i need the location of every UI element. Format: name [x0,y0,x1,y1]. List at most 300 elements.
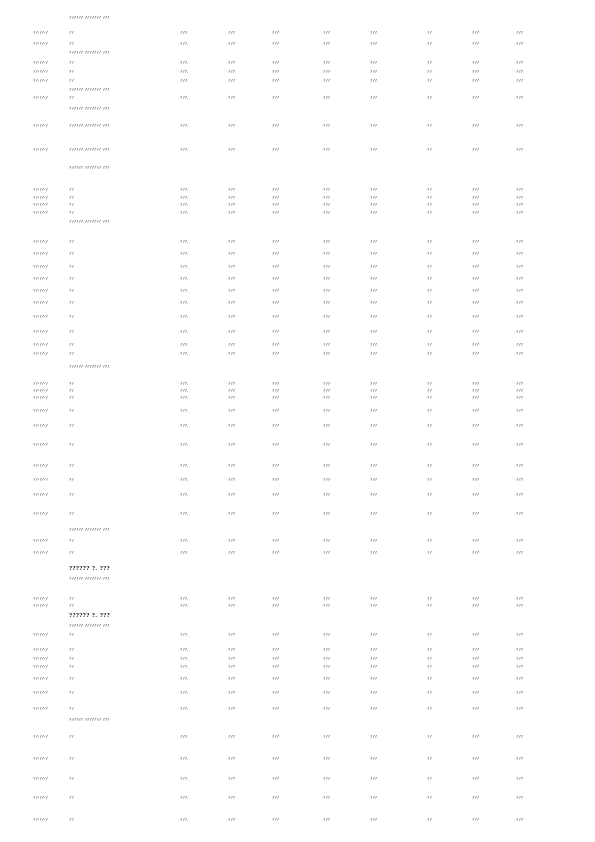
cell-code: ??-??-? [33,396,48,400]
cell-v2: ??? [272,196,280,200]
cell-v4: ??? [370,777,378,781]
cell-unit: ???. [180,252,189,256]
cell-v3: ??? [323,61,331,65]
cell-v6: ??? [472,707,480,711]
cell-v6: ??? [472,211,480,215]
cell-v7: ??? [516,31,524,35]
cell-v2: ??? [272,79,280,83]
cell-v7: ??? [516,343,524,347]
cell-unit: ???. [180,148,189,152]
cell-v4: ??? [370,512,378,516]
cell-v6: ??? [472,648,480,652]
cell-v4: ??? [370,31,378,35]
cell-v6: ??? [472,464,480,468]
cell-name: ?? [69,796,74,800]
cell-unit: ???. [180,539,189,543]
cell-v2: ??? [272,211,280,215]
cell-v3: ??? [323,389,331,393]
cell-v6: ??? [472,240,480,244]
cell-name: ?????? ??????? ??? [69,88,110,92]
cell-v4: ??? [370,289,378,293]
cell-v1: ??? [228,818,236,822]
cell-v7: ??? [516,512,524,516]
cell-v7: ??? [516,665,524,669]
cell-v6: ??? [472,796,480,800]
cell-name: ?????? ??????? ??? [69,16,110,20]
cell-name: ?? [69,343,74,347]
cell-v5: ?? [427,301,432,305]
cell-v6: ??? [472,478,480,482]
table-row [0,478,595,487]
cell-v4: ??? [370,443,378,447]
cell-name: ?????? ??????? ??? [69,577,110,581]
cell-v5: ?? [427,464,432,468]
cell-unit: ???. [180,597,189,601]
cell-v4: ??? [370,735,378,739]
cell-unit: ???. [180,31,189,35]
cell-v4: ??? [370,389,378,393]
cell-unit: ???. [180,551,189,555]
cell-v4: ??? [370,648,378,652]
cell-v7: ??? [516,424,524,428]
cell-v3: ??? [323,301,331,305]
cell-v5: ?? [427,289,432,293]
cell-name: ?? [69,735,74,739]
table-row [0,796,595,805]
cell-name: ?? [69,777,74,781]
cell-unit: ???. [180,777,189,781]
table-row [0,707,595,716]
cell-v1: ??? [228,796,236,800]
cell-v4: ??? [370,42,378,46]
cell-v1: ??? [228,735,236,739]
cell-v6: ??? [472,424,480,428]
cell-v5: ?? [427,196,432,200]
cell-v6: ??? [472,389,480,393]
cell-v7: ??? [516,539,524,543]
cell-v5: ?? [427,443,432,447]
cell-v3: ??? [323,493,331,497]
cell-v5: ?? [427,604,432,608]
cell-v3: ??? [323,96,331,100]
cell-v7: ??? [516,79,524,83]
cell-v6: ??? [472,203,480,207]
cell-v5: ?? [427,343,432,347]
cell-unit: ???. [180,188,189,192]
cell-v7: ??? [516,757,524,761]
cell-name: ?? [69,757,74,761]
cell-v1: ??? [228,648,236,652]
table-row [0,240,595,249]
cell-v3: ??? [323,289,331,293]
cell-v1: ??? [228,148,236,152]
cell-v7: ??? [516,70,524,74]
table-row [0,315,595,324]
cell-unit: ???. [180,396,189,400]
cell-v3: ??? [323,796,331,800]
cell-v3: ??? [323,677,331,681]
cell-v1: ??? [228,443,236,447]
cell-v5: ?? [427,648,432,652]
cell-v4: ??? [370,665,378,669]
cell-unit: ???. [180,124,189,128]
cell-v4: ??? [370,604,378,608]
cell-v4: ??? [370,796,378,800]
section-heading [0,613,595,622]
cell-v7: ??? [516,196,524,200]
cell-v7: ??? [516,493,524,497]
cell-v2: ??? [272,478,280,482]
cell-name: ?????? ?. ??? [69,613,111,619]
cell-v1: ??? [228,409,236,413]
cell-v2: ??? [272,464,280,468]
cell-v5: ?? [427,188,432,192]
table-row [0,289,595,298]
table-row [0,96,595,105]
cell-v3: ??? [323,818,331,822]
cell-v4: ??? [370,70,378,74]
cell-v4: ??? [370,277,378,281]
cell-v7: ??? [516,597,524,601]
group-note [0,365,595,374]
cell-v3: ??? [323,31,331,35]
cell-v3: ??? [323,478,331,482]
cell-v5: ?? [427,79,432,83]
cell-code: ??-??-? [33,735,48,739]
cell-v6: ??? [472,301,480,305]
table-row [0,124,595,133]
table-row [0,539,595,548]
cell-v4: ??? [370,211,378,215]
cell-unit: ???. [180,633,189,637]
cell-v2: ??? [272,396,280,400]
cell-code: ??-??-? [33,148,48,152]
cell-code: ??-??-? [33,464,48,468]
cell-v2: ??? [272,203,280,207]
cell-v7: ??? [516,551,524,555]
cell-unit: ???. [180,648,189,652]
table-row [0,777,595,786]
cell-unit: ???. [180,196,189,200]
cell-unit: ???. [180,265,189,269]
table-row [0,409,595,418]
cell-v3: ??? [323,657,331,661]
cell-v5: ?? [427,735,432,739]
cell-v7: ??? [516,188,524,192]
cell-v4: ??? [370,464,378,468]
cell-v4: ??? [370,691,378,695]
cell-v1: ??? [228,289,236,293]
cell-v4: ??? [370,352,378,356]
cell-unit: ???. [180,657,189,661]
cell-name: ?? [69,315,74,319]
table-row [0,211,595,220]
cell-unit: ???. [180,493,189,497]
cell-v7: ??? [516,252,524,256]
cell-v6: ??? [472,277,480,281]
group-note [0,528,595,537]
cell-v7: ??? [516,382,524,386]
cell-v2: ??? [272,31,280,35]
cell-code: ??-??-? [33,124,48,128]
cell-v5: ?? [427,657,432,661]
cell-unit: ???. [180,70,189,74]
cell-v6: ??? [472,691,480,695]
cell-v2: ??? [272,42,280,46]
cell-v7: ??? [516,657,524,661]
cell-v1: ??? [228,396,236,400]
cell-name: ?? [69,539,74,543]
cell-v2: ??? [272,352,280,356]
cell-v1: ??? [228,352,236,356]
cell-v4: ??? [370,424,378,428]
cell-v7: ??? [516,478,524,482]
cell-code: ??-??-? [33,330,48,334]
cell-v7: ??? [516,396,524,400]
cell-v2: ??? [272,277,280,281]
cell-v7: ??? [516,240,524,244]
cell-v4: ??? [370,677,378,681]
cell-name: ?? [69,289,74,293]
cell-v6: ??? [472,539,480,543]
cell-name: ?? [69,464,74,468]
cell-v6: ??? [472,597,480,601]
cell-code: ??-??-? [33,252,48,256]
table-row [0,343,595,352]
cell-v5: ?? [427,61,432,65]
cell-v4: ??? [370,818,378,822]
cell-v7: ??? [516,691,524,695]
table-row [0,677,595,686]
cell-v5: ?? [427,777,432,781]
cell-name: ?? [69,61,74,65]
cell-v2: ??? [272,148,280,152]
cell-name: ?? [69,277,74,281]
cell-unit: ???. [180,665,189,669]
cell-name: ?? [69,352,74,356]
cell-unit: ???. [180,796,189,800]
cell-v7: ??? [516,96,524,100]
cell-v3: ??? [323,42,331,46]
cell-v7: ??? [516,443,524,447]
cell-code: ??-??-? [33,551,48,555]
cell-name: ?? [69,196,74,200]
cell-v4: ??? [370,551,378,555]
cell-v1: ??? [228,597,236,601]
cell-v5: ?? [427,691,432,695]
cell-code: ??-??-? [33,382,48,386]
cell-code: ??-??-? [33,757,48,761]
cell-v3: ??? [323,409,331,413]
cell-code: ??-??-? [33,211,48,215]
cell-v2: ??? [272,493,280,497]
cell-code: ??-??-? [33,597,48,601]
cell-code: ??-??-? [33,691,48,695]
cell-v1: ??? [228,61,236,65]
cell-v3: ??? [323,735,331,739]
cell-v2: ??? [272,343,280,347]
cell-v2: ??? [272,301,280,305]
cell-v7: ??? [516,148,524,152]
cell-name: ?? [69,512,74,516]
cell-v4: ??? [370,633,378,637]
cell-v7: ??? [516,330,524,334]
cell-v3: ??? [323,648,331,652]
table-row [0,31,595,40]
cell-v5: ?? [427,389,432,393]
cell-v3: ??? [323,757,331,761]
cell-code: ??-??-? [33,796,48,800]
cell-v5: ?? [427,665,432,669]
cell-v6: ??? [472,604,480,608]
cell-v5: ?? [427,352,432,356]
cell-v7: ??? [516,277,524,281]
cell-code: ??-??-? [33,409,48,413]
cell-v4: ??? [370,597,378,601]
cell-v5: ?? [427,796,432,800]
cell-v3: ??? [323,352,331,356]
cell-v5: ?? [427,203,432,207]
cell-v6: ??? [472,188,480,192]
cell-v5: ?? [427,396,432,400]
cell-v2: ??? [272,551,280,555]
group-note [0,220,595,229]
cell-name: ?? [69,493,74,497]
group-note [0,51,595,60]
cell-v5: ?? [427,31,432,35]
cell-v3: ??? [323,343,331,347]
cell-name: ?? [69,188,74,192]
cell-v6: ??? [472,409,480,413]
cell-v2: ??? [272,61,280,65]
cell-v7: ??? [516,796,524,800]
cell-name: ?? [69,252,74,256]
cell-v5: ?? [427,265,432,269]
cell-v2: ??? [272,389,280,393]
cell-name: ?? [69,424,74,428]
cell-code: ??-??-? [33,315,48,319]
table-row [0,512,595,521]
table-row [0,424,595,433]
cell-v1: ??? [228,196,236,200]
cell-code: ??-??-? [33,265,48,269]
cell-unit: ???. [180,211,189,215]
cell-v3: ??? [323,777,331,781]
cell-name: ?? [69,96,74,100]
cell-v6: ??? [472,443,480,447]
cell-v2: ??? [272,382,280,386]
cell-v2: ??? [272,124,280,128]
table-row [0,493,595,502]
cell-v3: ??? [323,188,331,192]
cell-v6: ??? [472,757,480,761]
table-row [0,633,595,642]
table-row [0,61,595,70]
cell-code: ??-??-? [33,443,48,447]
cell-v4: ??? [370,124,378,128]
group-note [0,16,595,25]
table-row [0,691,595,700]
cell-v1: ??? [228,315,236,319]
cell-unit: ???. [180,691,189,695]
cell-v2: ??? [272,265,280,269]
cell-v1: ??? [228,665,236,669]
cell-v7: ??? [516,42,524,46]
cell-v4: ??? [370,707,378,711]
cell-name: ?? [69,551,74,555]
cell-v2: ??? [272,539,280,543]
cell-v1: ??? [228,203,236,207]
cell-name: ?? [69,31,74,35]
table-row [0,818,595,827]
cell-unit: ???. [180,203,189,207]
cell-name: ?? [69,648,74,652]
cell-v2: ??? [272,188,280,192]
cell-v6: ??? [472,70,480,74]
cell-v1: ??? [228,657,236,661]
cell-v6: ??? [472,382,480,386]
cell-v4: ??? [370,493,378,497]
cell-code: ??-??-? [33,188,48,192]
cell-v5: ?? [427,409,432,413]
cell-v6: ??? [472,61,480,65]
cell-v5: ?? [427,252,432,256]
cell-v4: ??? [370,382,378,386]
cell-v6: ??? [472,148,480,152]
cell-v2: ??? [272,757,280,761]
cell-v7: ??? [516,352,524,356]
cell-v2: ??? [272,818,280,822]
cell-v1: ??? [228,382,236,386]
cell-v7: ??? [516,203,524,207]
cell-name: ?? [69,382,74,386]
cell-code: ??-??-? [33,96,48,100]
cell-code: ??-??-? [33,343,48,347]
table-row [0,464,595,473]
table-row [0,757,595,766]
cell-v7: ??? [516,707,524,711]
cell-v3: ??? [323,265,331,269]
cell-v2: ??? [272,677,280,681]
cell-unit: ???. [180,604,189,608]
cell-v2: ??? [272,633,280,637]
table-row [0,443,595,452]
table-row [0,604,595,613]
cell-v6: ??? [472,252,480,256]
cell-name: ?????? ?. ??? [69,566,111,572]
cell-v4: ??? [370,203,378,207]
cell-unit: ???. [180,443,189,447]
cell-name: ?? [69,389,74,393]
cell-v1: ??? [228,539,236,543]
cell-v7: ??? [516,211,524,215]
cell-v5: ?? [427,633,432,637]
cell-v1: ??? [228,691,236,695]
cell-v5: ?? [427,818,432,822]
cell-v4: ??? [370,315,378,319]
section-heading [0,566,595,575]
table-row [0,551,595,560]
cell-v2: ??? [272,96,280,100]
cell-v7: ??? [516,818,524,822]
cell-name: ?? [69,203,74,207]
cell-name: ?????? ??????? ??? [69,51,110,55]
cell-v3: ??? [323,330,331,334]
cell-name: ?? [69,691,74,695]
cell-v5: ?? [427,42,432,46]
cell-v1: ??? [228,96,236,100]
cell-v3: ??? [323,597,331,601]
